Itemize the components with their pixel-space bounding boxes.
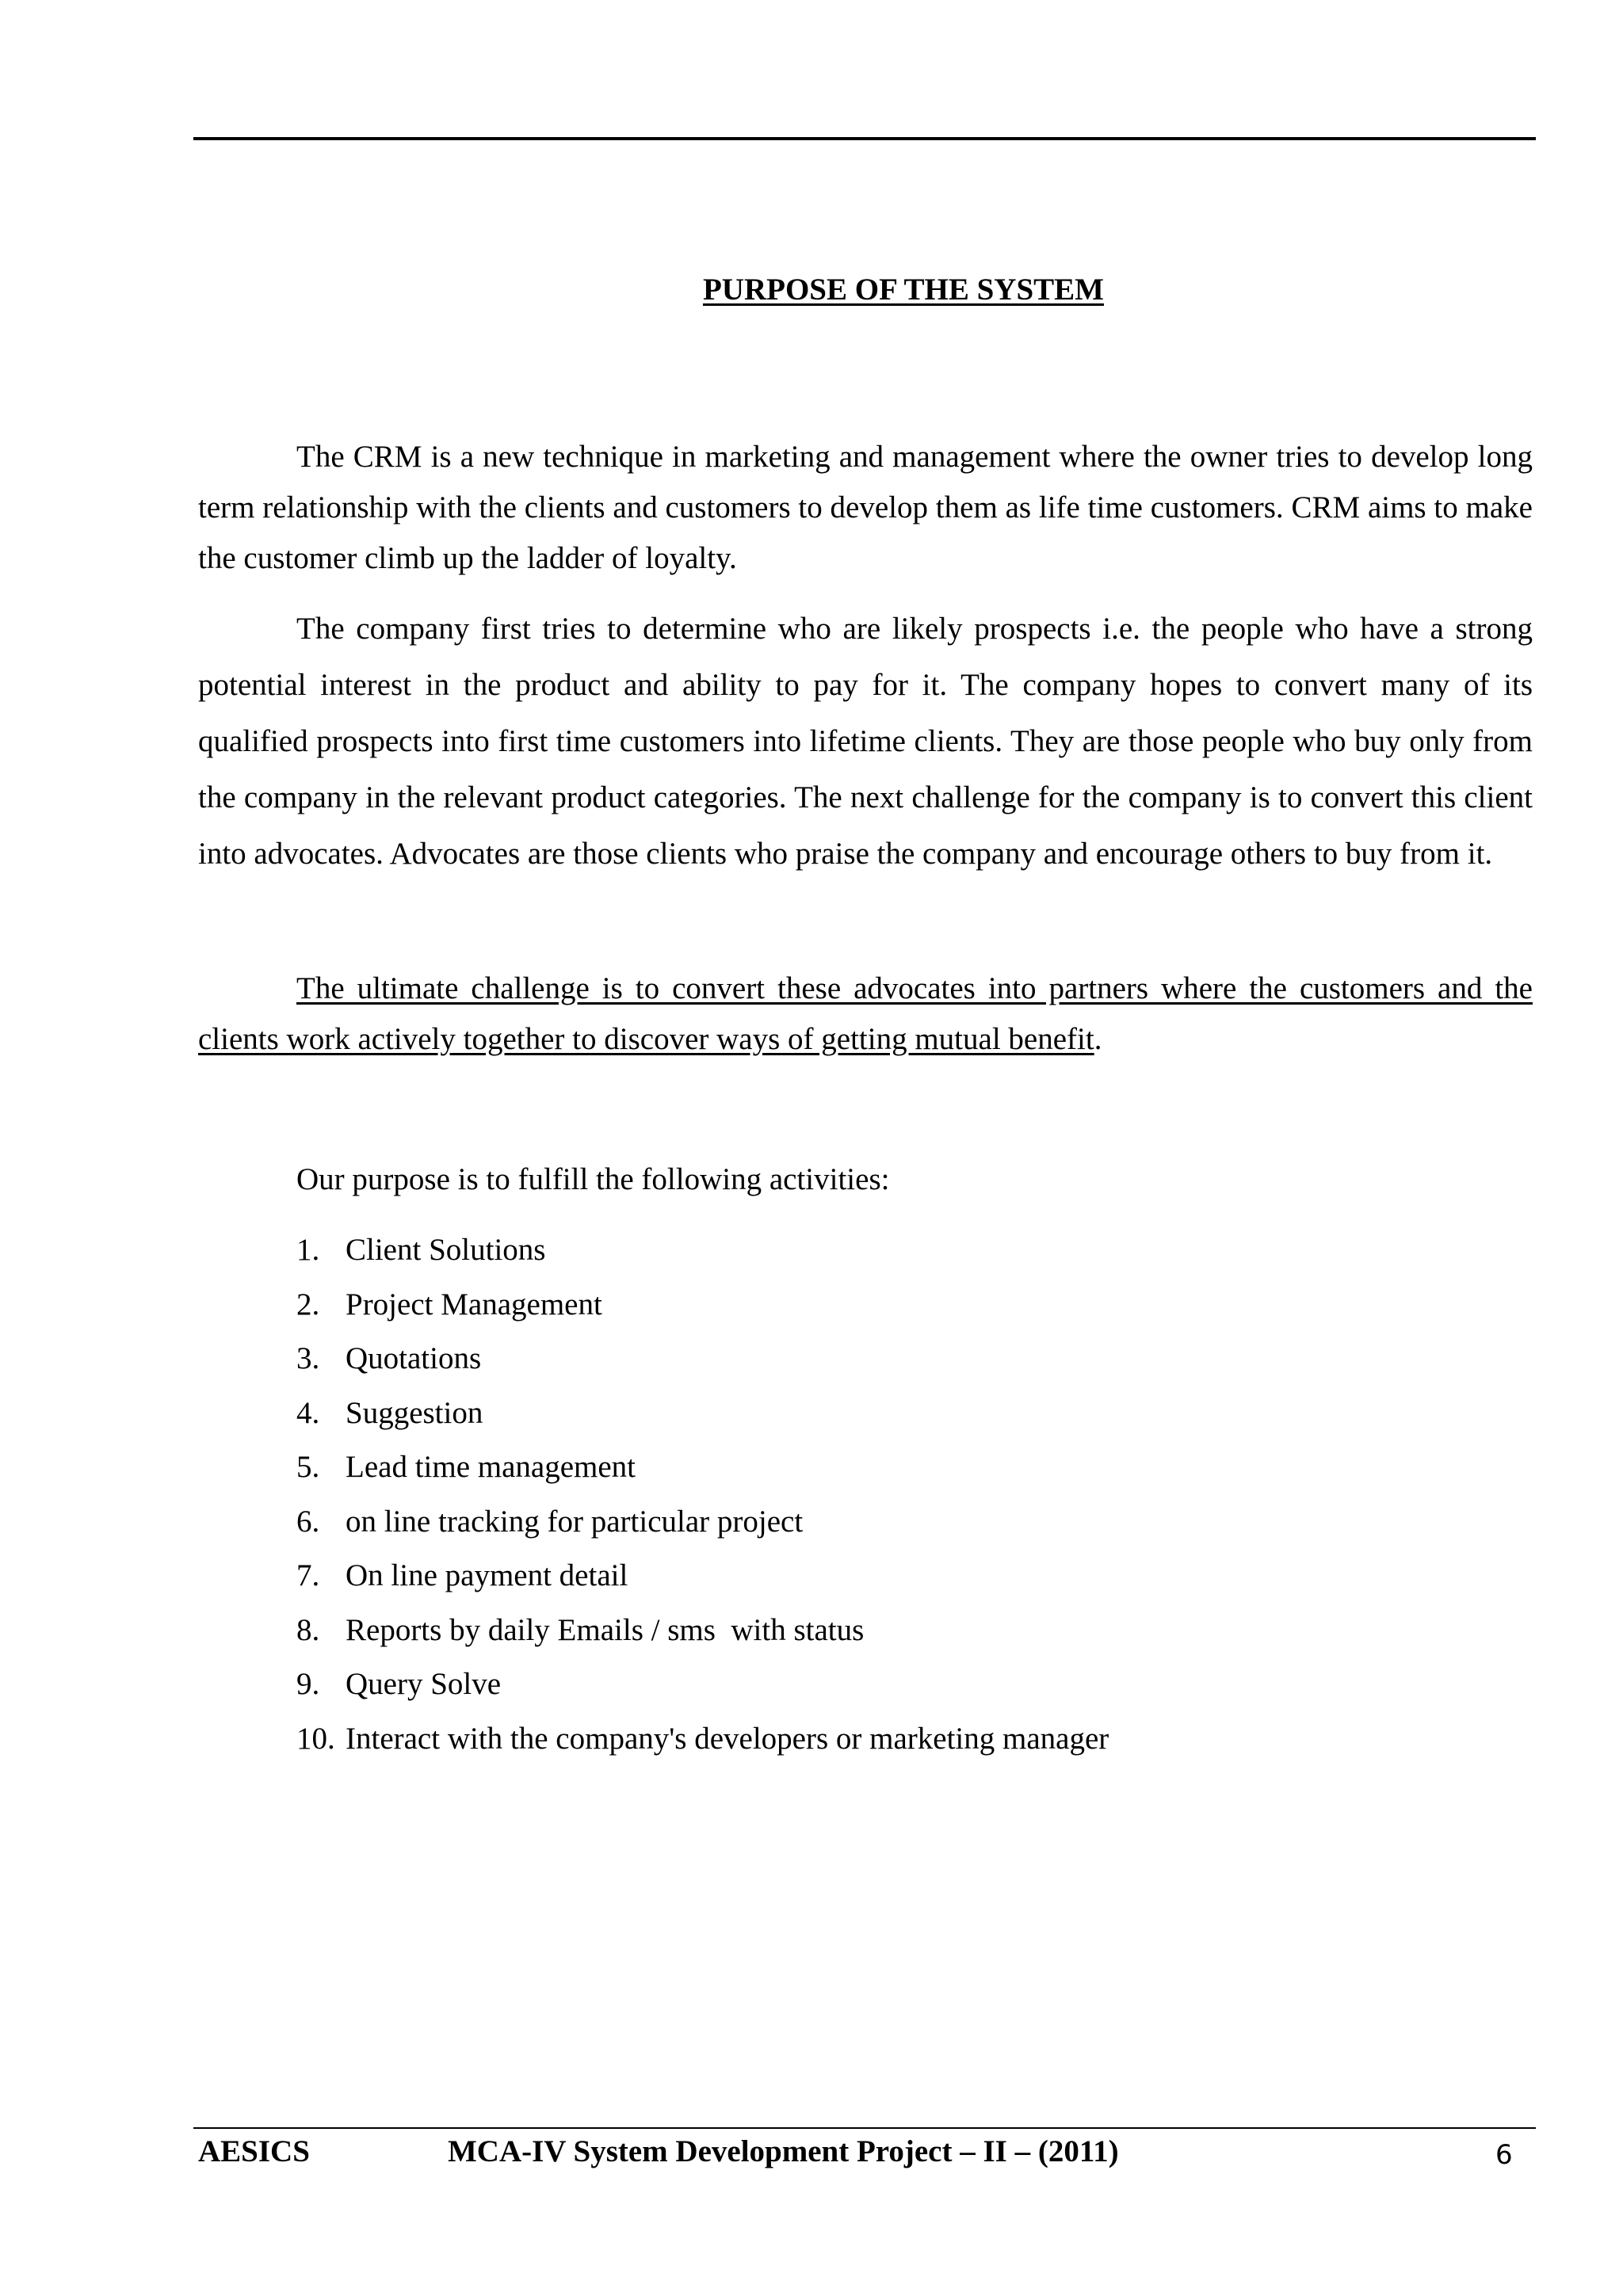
footer-project-title: MCA-IV System Development Project – II – (2011) [448,2134,1119,2168]
list-text: Quotations [346,1341,482,1375]
list-number: 9. [296,1667,320,1701]
list-text: Interact with the company's developers or marketing manager [346,1721,1109,1756]
header-rule [193,137,1536,140]
list-item [296,1718,1109,1773]
list-number: 10. [296,1721,335,1756]
list-number: 8. [296,1612,320,1647]
footer-org: AESICS [198,2134,310,2168]
list-item [296,1447,1109,1501]
list-text: on line tracking for particular project [346,1504,804,1539]
list-text: On line payment detail [346,1558,628,1592]
list-item [296,1393,1109,1447]
activities-intro: Our purpose is to fulfill the following activities: [296,1162,890,1196]
underlined-text: The ultimate challenge is to convert these advocates into partners where the customers and the clients work actively together to discover ways of getting mutual benefit [198,971,1533,1056]
list-item [296,1338,1109,1393]
page-title: PURPOSE OF THE SYSTEM [702,273,1104,307]
list-text: Client Solutions [346,1233,546,1267]
list-item [296,1284,1109,1339]
list-item [296,1555,1109,1610]
list-text: Reports by daily Emails / sms with status [346,1612,865,1647]
list-text: Project Management [346,1287,602,1322]
paragraph-ultimate-challenge [198,963,1533,1065]
period: . [1094,1022,1102,1056]
footer-rule [193,2127,1536,2129]
paragraph-prospects: The company first tries to determine who are likely prospects i.e. the people who have a strong potential interest in the product and ability to pay for it. The company hopes to convert many of its qualified prospects into first time customers into lifetime clients. They are those people who buy only from the company in the relevant product categories. The next challenge for the company is to convert this client into advocates. Advocates are those clients who praise the company and encourage others to buy from it. [198,612,1533,871]
activities-list [296,1230,1109,1772]
list-number: 2. [296,1287,320,1322]
list-number: 7. [296,1558,320,1592]
list-number: 4. [296,1395,320,1430]
list-item [296,1501,1109,1556]
list-item [296,1664,1109,1718]
list-text: Query Solve [346,1667,502,1701]
list-text: Suggestion [346,1395,483,1430]
list-item [296,1610,1109,1665]
page-number: 6 [1495,2139,1513,2171]
paragraph-crm-intro: The CRM is a new technique in marketing and management where the owner tries to develop long term relationship with the clients and customers to develop them as life time customers. CRM aims to make the customer climb up the ladder of loyalty. [198,440,1533,575]
list-number: 5. [296,1450,320,1484]
list-number: 1. [296,1233,320,1267]
list-number: 6. [296,1504,320,1539]
list-text: Lead time management [346,1450,636,1484]
list-item [296,1230,1109,1284]
list-number: 3. [296,1341,320,1375]
